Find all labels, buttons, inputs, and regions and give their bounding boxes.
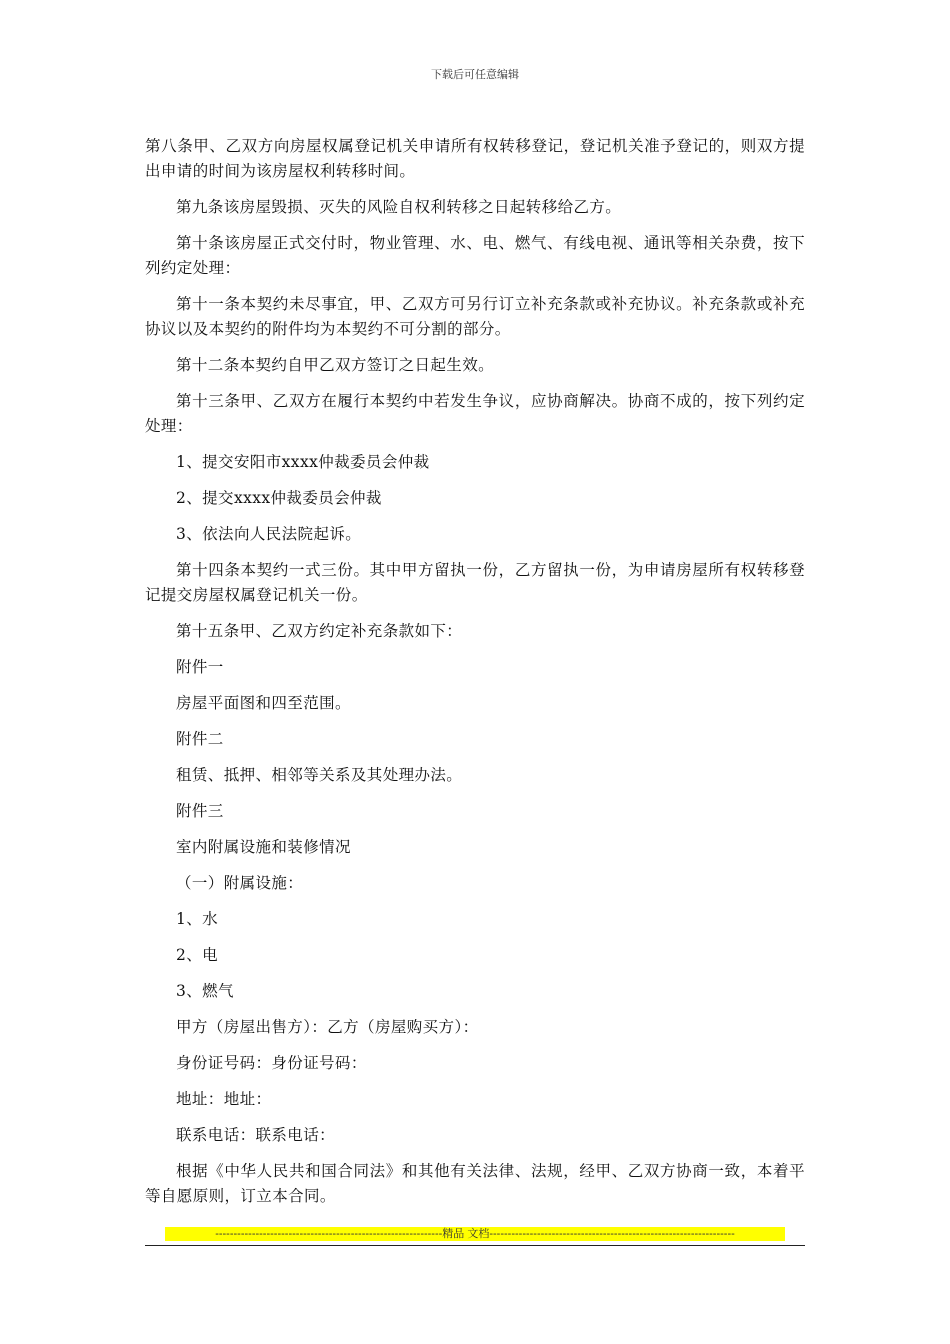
closing-paragraph: 根据《中华人民共和国合同法》和其他有关法律、法规，经甲、乙双方协商一致，本着平等自愿原则，订立本合同。: [145, 1162, 805, 1205]
phone-labels: 联系电话：联系电话：: [176, 1126, 336, 1144]
id-number-labels: 身份证号码：身份证号码：: [176, 1054, 367, 1072]
clause-8: 第八条甲、乙双方向房屋权属登记机关申请所有权转移登记，登记机关准予登记的，则双方提出申请的时间为该房屋权利转移时间。: [145, 137, 805, 180]
page-header: 下载后可任意编辑: [431, 68, 519, 81]
clause-14: 第十四条本契约一式三份。其中甲方留执一份，乙方留执一份，为申请房屋所有权转移登记提交房屋权属登记机关一份。: [145, 561, 805, 604]
clause-9: 第九条该房屋毁损、灭失的风险自权利转移之日起转移给乙方。: [176, 198, 622, 216]
clause-15: 第十五条甲、乙双方约定补充条款如下：: [176, 622, 463, 640]
attachment-3-title: 附件三: [176, 802, 224, 820]
facilities-heading: （一）附属设施：: [176, 874, 304, 892]
facility-item-2: 2、电: [176, 946, 219, 964]
dispute-option-2: 2、提交xxxx仲裁委员会仲裁: [176, 489, 382, 507]
dispute-option-1: 1、提交安阳市xxxx仲裁委员会仲裁: [176, 453, 430, 471]
attachment-2-text: 租赁、抵押、相邻等关系及其处理办法。: [176, 766, 463, 784]
facility-item-1: 1、水: [176, 910, 219, 928]
attachment-1-title: 附件一: [176, 658, 224, 676]
dispute-option-3: 3、依法向人民法院起诉。: [176, 525, 362, 543]
facility-item-3: 3、燃气: [176, 982, 234, 1000]
address-labels: 地址：地址：: [176, 1090, 272, 1108]
document-body: [145, 134, 805, 1220]
attachment-1-text: 房屋平面图和四至范围。: [176, 694, 351, 712]
clause-13: 第十三条甲、乙双方在履行本契约中若发生争议，应协商解决。协商不成的，按下列约定处理：: [145, 392, 805, 435]
attachment-2-title: 附件二: [176, 730, 224, 748]
page-footer: [145, 1227, 805, 1246]
footer-divider: [145, 1245, 805, 1246]
attachment-3-text: 室内附属设施和装修情况: [176, 838, 351, 856]
party-labels: 甲方（房屋出售方）：乙方（房屋购买方）：: [176, 1018, 479, 1036]
clause-10: 第十条该房屋正式交付时，物业管理、水、电、燃气、有线电视、通讯等相关杂费，按下列约定处理：: [145, 234, 805, 277]
clause-11: 第十一条本契约未尽事宜，甲、乙双方可另行订立补充条款或补充协议。补充条款或补充协议以及本契约的附件均为本契约不可分割的部分。: [145, 295, 805, 338]
footer-highlight-text: --------------------------------------------------------------精品 文档-------------------------------------------------------------------: [165, 1227, 785, 1241]
clause-12: 第十二条本契约自甲乙双方签订之日起生效。: [176, 356, 495, 374]
